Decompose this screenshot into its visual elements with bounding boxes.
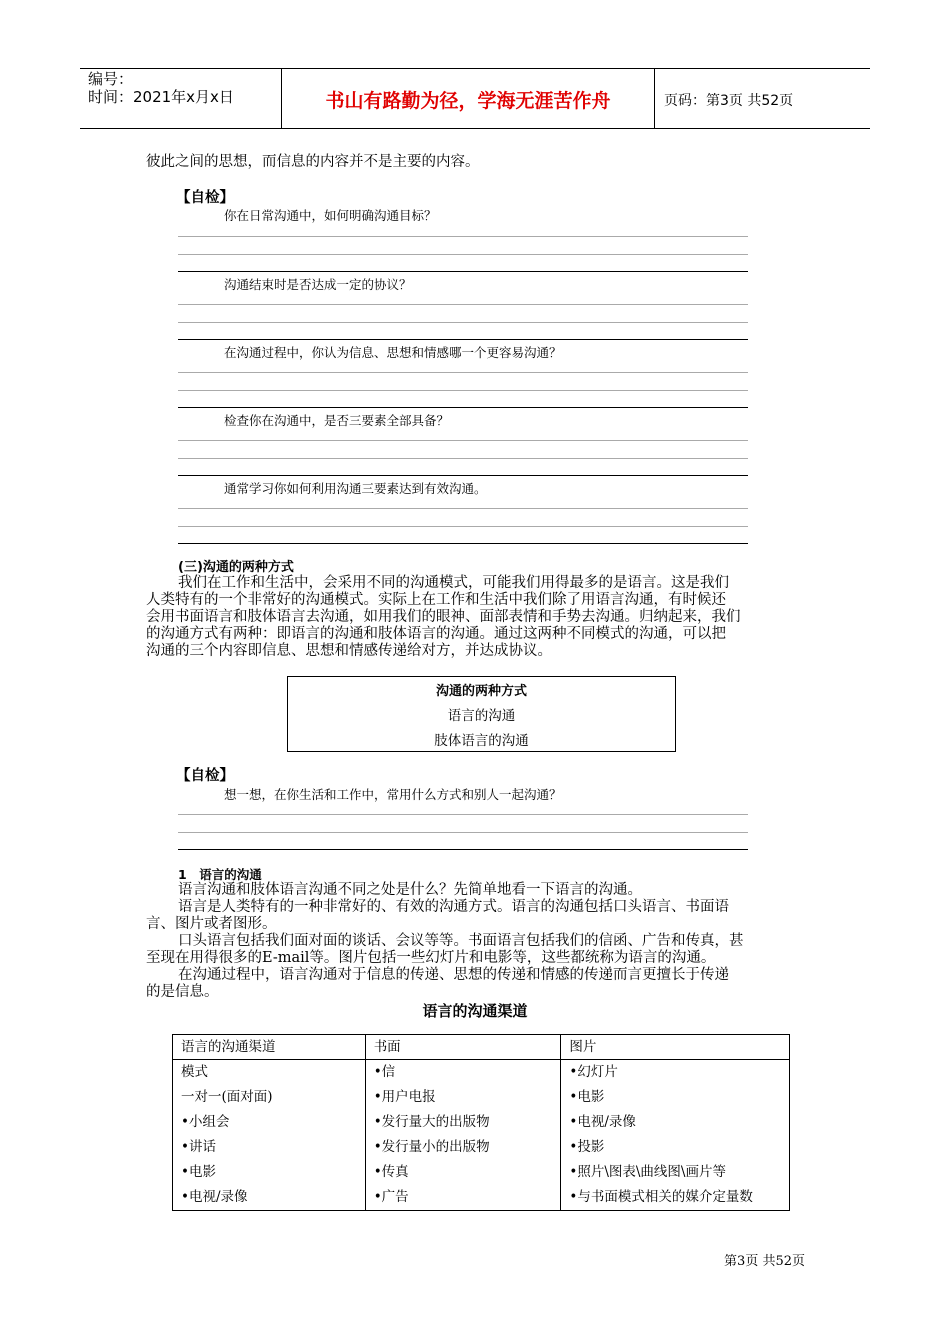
answer-line (178, 508, 748, 509)
list-item: •电影 (569, 1089, 605, 1105)
list-item: •讲话 (181, 1139, 216, 1155)
answer-line (178, 543, 748, 544)
header-divider-right (654, 68, 655, 129)
two-ways-item: 肢体语言的沟通 (434, 733, 529, 749)
list-item: •照片\图表\曲线图\画片等 (569, 1164, 726, 1180)
answer-line (178, 832, 748, 833)
two-ways-box (287, 676, 676, 752)
answer-line (178, 322, 748, 323)
answer-line (178, 849, 748, 850)
section-paragraph-line: 沟通的三个内容即信息、思想和情感传递给对方，并达成协议。 (146, 643, 552, 659)
question-2: 沟通结束时是否达成一定的协议？ (224, 277, 412, 292)
subsection-line: 口头语言包括我们面对面的谈话、会议等等。书面语言包括我们的信函、广告和传真，甚 (178, 933, 744, 949)
question-1: 你在日常沟通中，如何明确沟通目标？ (224, 208, 437, 223)
table-cell (561, 1060, 790, 1211)
answer-line (178, 372, 748, 373)
list-item: •电影 (181, 1164, 216, 1180)
list-item: •与书面模式相关的媒介定量数 (569, 1189, 753, 1205)
self-check-title: 【自检】 (176, 768, 234, 784)
section-title: (三)沟通的两种方式 (178, 560, 294, 575)
answer-line (178, 339, 748, 340)
list-item: •传真 (373, 1164, 409, 1180)
section-paragraph-line: 的沟通方式有两种：即语言的沟通和肢体语言的沟通。通过这两种不同模式的沟通，可以把 (146, 626, 726, 642)
subsection-line: 的是信息。 (146, 984, 219, 1000)
subsection-title: 1 语言的沟通 (178, 867, 262, 882)
subsection-line: 语言是人类特有的一种非常好的、有效的沟通方式。语言的沟通包括口头语言、书面语 (178, 899, 729, 915)
time-label: 时间：2021年x月x日 (88, 88, 234, 106)
answer-line (178, 458, 748, 459)
list-item: 模式 (181, 1064, 208, 1080)
section-paragraph-line: 人类特有的一个非常好的沟通模式。实际上在工作和生活中我们除了用语言沟通，有时候还 (146, 592, 726, 608)
header-motto: 书山有路勤为径，学海无涯苦作舟 (325, 90, 611, 112)
answer-line (178, 475, 748, 476)
answer-line (178, 440, 748, 441)
header-left-info (88, 70, 234, 106)
answer-line (178, 814, 748, 815)
two-ways-title: 沟通的两种方式 (435, 684, 527, 699)
list-item: •幻灯片 (569, 1064, 618, 1080)
subsection-line: 在沟通过程中，语言沟通对于信息的传递、思想的传递和情感的传递而言更擅长于传递 (178, 967, 729, 983)
subsection-line: 言、图片或者图形。 (146, 916, 277, 932)
table-header-cell: 图片 (561, 1035, 790, 1060)
list-item: •用户电报 (373, 1089, 436, 1105)
section-paragraph-line: 我们在工作和生活中，会采用不同的沟通模式，可能我们用得最多的是语言。这是我们 (178, 575, 729, 591)
list-item: •电视/录像 (181, 1189, 248, 1205)
intro-line: 彼此之间的思想，而信息的内容并不是主要的内容。 (146, 154, 480, 170)
list-item: •小组会 (181, 1114, 230, 1130)
answer-line (178, 304, 748, 305)
table-cell (173, 1060, 366, 1211)
header-page-info: 页码：第3页 共52页 (664, 93, 794, 109)
table-header-cell: 语言的沟通渠道 (173, 1035, 366, 1060)
table-header-row (173, 1035, 790, 1060)
self-check-title: 【自检】 (176, 190, 234, 206)
list-item: •信 (373, 1064, 396, 1080)
question-3: 在沟通过程中，你认为信息、思想和情感哪一个更容易沟通？ (224, 345, 562, 360)
answer-line (178, 390, 748, 391)
question-5: 通常学习你如何利用沟通三要素达到有效沟通。 (224, 481, 487, 496)
header-top-rule (80, 68, 870, 69)
list-item: •投影 (569, 1139, 605, 1155)
question-6: 想一想，在你生活和工作中，常用什么方式和别人一起沟通？ (224, 787, 562, 802)
section-paragraph-line: 会用书面语言和肢体语言去沟通，如用我们的眼神、面部表情和手势去沟通。归纳起来，我们 (146, 609, 741, 625)
subsection-line: 至现在用得很多的E-mail等。图片包括一些幻灯片和电影等，这些都统称为语言的沟通。 (146, 950, 716, 966)
answer-line (178, 236, 748, 237)
list-item: •发行量小的出版物 (373, 1139, 490, 1155)
list-item: 一对一(面对面) (181, 1089, 273, 1105)
table-row (173, 1060, 790, 1211)
list-item: •广告 (373, 1189, 409, 1205)
answer-line (178, 271, 748, 272)
page-footer: 第3页 共52页 (724, 1254, 805, 1269)
two-ways-item: 语言的沟通 (447, 708, 516, 724)
table-caption: 语言的沟通渠道 (422, 1002, 528, 1020)
subsection-line: 语言沟通和肢体语言沟通不同之处是什么？先简单地看一下语言的沟通。 (178, 882, 642, 898)
list-item: •发行量大的出版物 (373, 1114, 490, 1130)
number-label: 编号： (88, 70, 134, 88)
list-item: •电视/录像 (569, 1114, 636, 1130)
table-cell (365, 1060, 561, 1211)
answer-line (178, 526, 748, 527)
table-header-cell: 书面 (365, 1035, 561, 1060)
channels-table (172, 1034, 790, 1211)
header-bottom-rule (80, 128, 870, 129)
answer-line (178, 407, 748, 408)
answer-line (178, 254, 748, 255)
question-4: 检查你在沟通中，是否三要素全部具备？ (224, 413, 450, 428)
